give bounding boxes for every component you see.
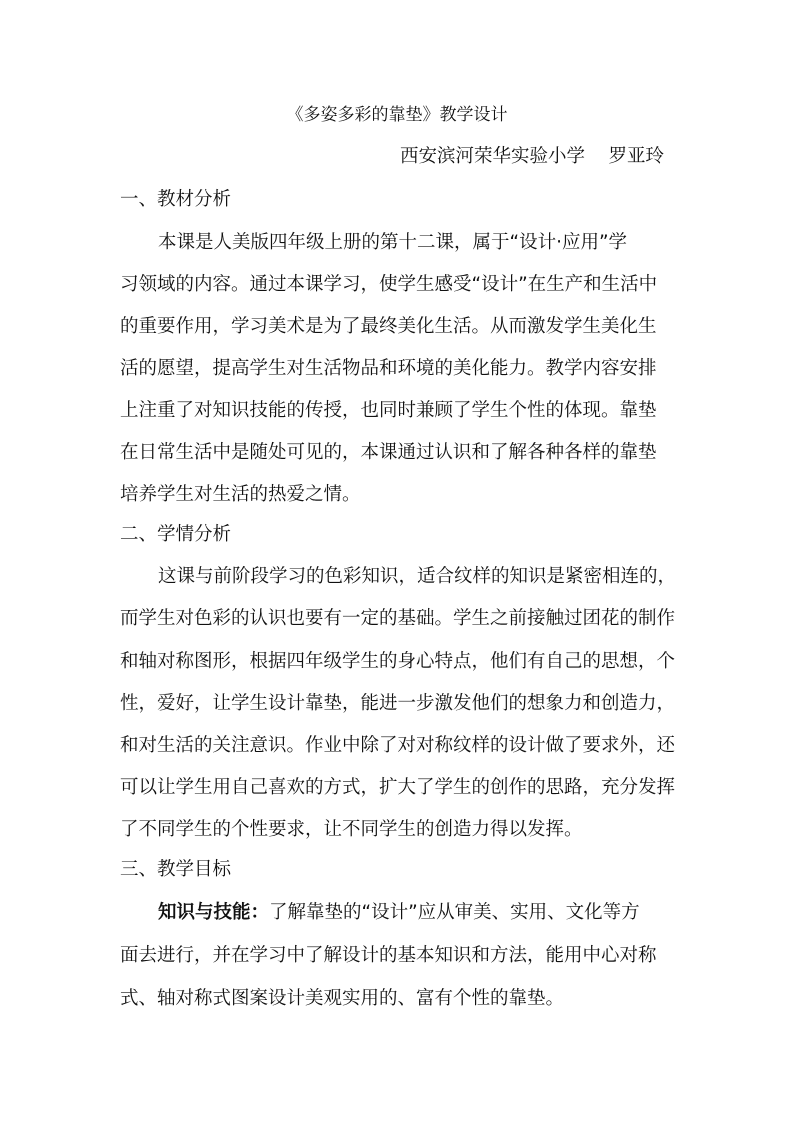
paragraph-line: 和轴对称图形，根据四年级学生的身心特点，他们有自己的思想，个	[120, 651, 676, 672]
paragraph-line: 面去进行，并在学习中了解设计的基本知识和方法，能用中心对称	[120, 945, 657, 966]
objective-label: 知识与技能：	[158, 902, 270, 923]
paragraph-line: 和对生活的关注意识。作业中除了对对称纹样的设计做了要求外，还	[120, 735, 676, 756]
paragraph-line: 式、轴对称式图案设计美观实用的、富有个性的靠垫。	[120, 988, 565, 1009]
document-author: 西安滨河荣华实验小学 罗亚玲	[399, 146, 664, 167]
section-heading: 三、教学目标	[120, 859, 232, 880]
document-title: 《多姿多彩的靠垫》教学设计	[286, 105, 508, 125]
paragraph-line: 这课与前阶段学习的色彩知识，适合纹样的知识是紧密相连的，	[158, 566, 677, 587]
paragraph-line: 了不同学生的个性要求，让不同学生的创造力得以发挥。	[120, 819, 583, 840]
paragraph-line: 习领域的内容。通过本课学习，使学生感受“设计”在生产和生活中	[120, 274, 658, 295]
paragraph-line: 而学生对色彩的认识也要有一定的基础。学生之前接触过团花的制作	[120, 608, 676, 629]
section-heading: 一、教材分析	[120, 189, 232, 210]
paragraph-line	[158, 901, 640, 925]
paragraph-line: 可以让学生用自己喜欢的方式，扩大了学生的创作的思路，充分发挥	[120, 777, 676, 798]
paragraph-line: 活的愿望，提高学生对生活物品和环境的美化能力。教学内容安排	[120, 358, 657, 379]
paragraph-line: 本课是人美版四年级上册的第十二课，属于“设计·应用”学	[158, 232, 628, 253]
paragraph-line: 的重要作用，学习美术是为了最终美化生活。从而激发学生美化生	[120, 316, 657, 337]
paragraph-line: 上注重了对知识技能的传授，也同时兼顾了学生个性的体现。靠垫	[120, 400, 657, 421]
section-heading: 二、学情分析	[120, 524, 232, 545]
paragraph-line: 性，爱好，让学生设计靠垫，能进一步激发他们的想象力和创造力，	[120, 693, 676, 714]
paragraph-line: 在日常生活中是随处可见的，本课通过认识和了解各种各样的靠垫	[120, 442, 657, 463]
paragraph-line: 培养学生对生活的热爱之情。	[120, 484, 361, 505]
objective-text: 了解靠垫的“设计”应从审美、实用、文化等方	[269, 902, 640, 923]
